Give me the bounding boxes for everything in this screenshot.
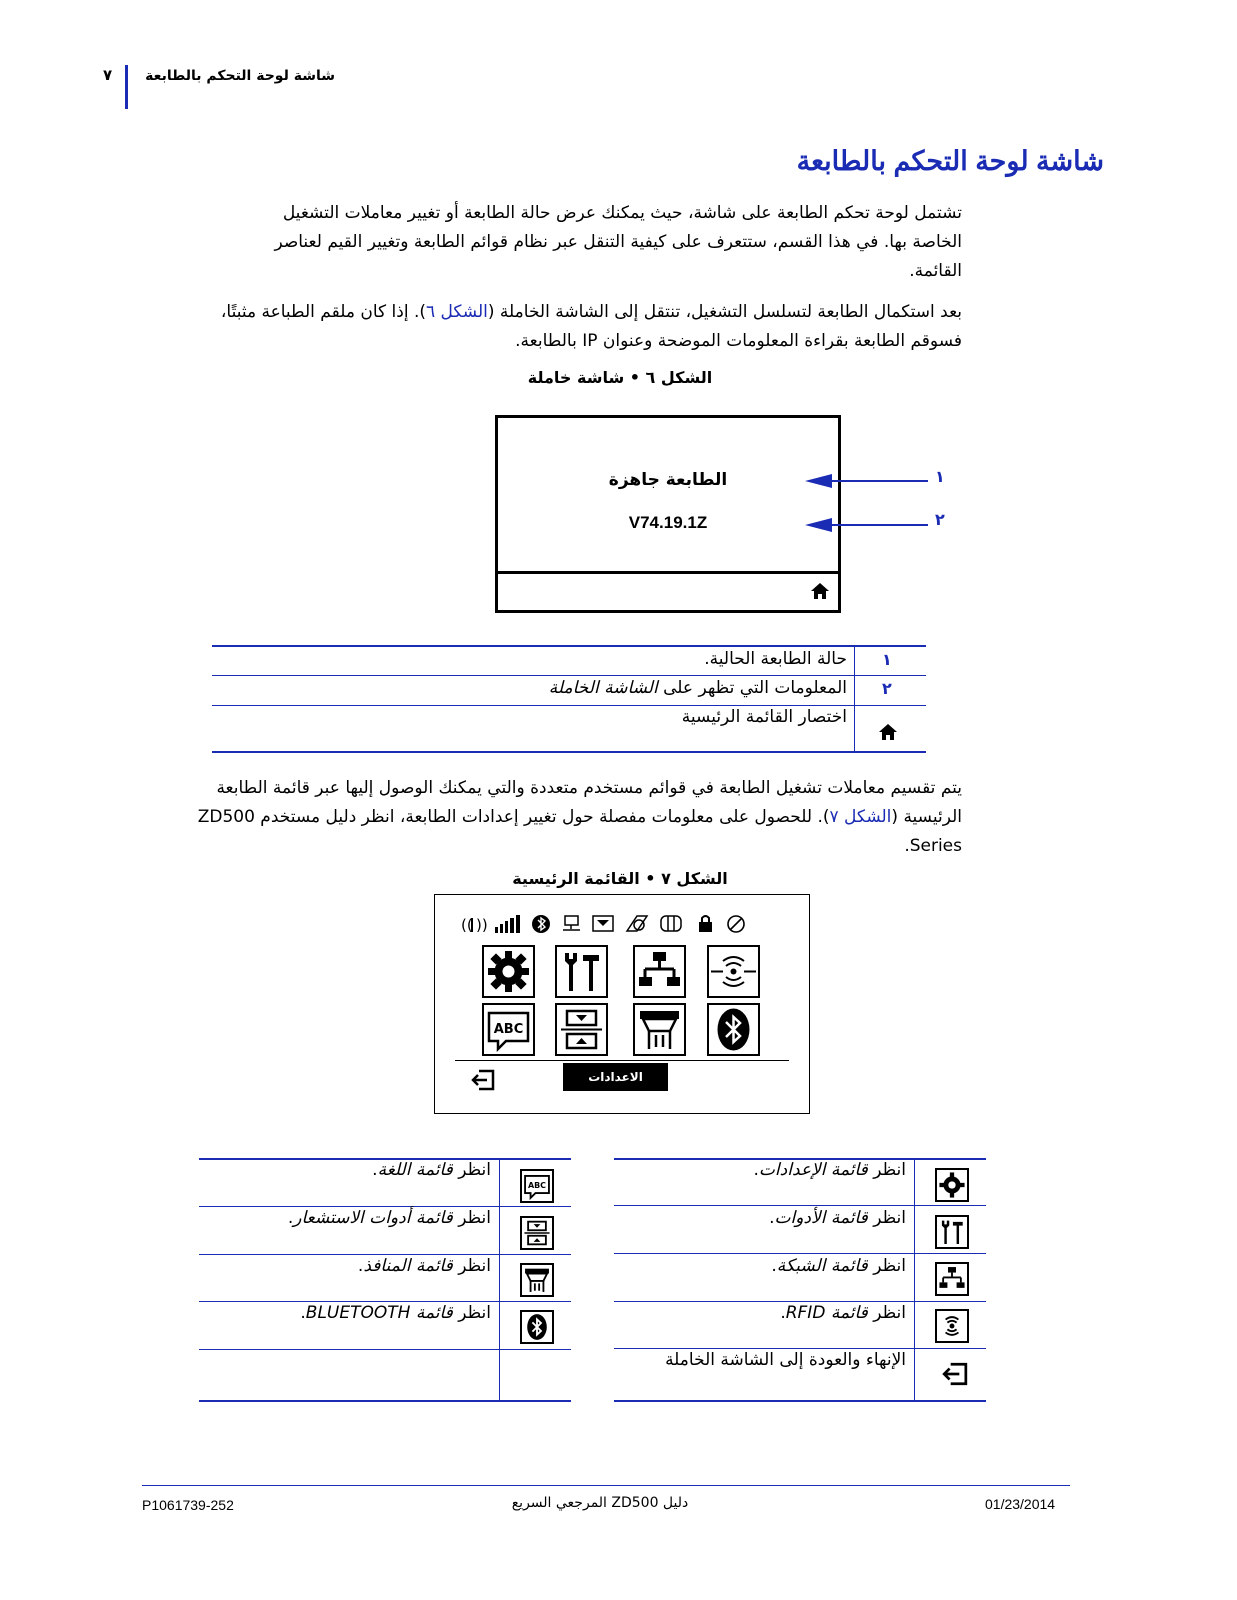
- no-error-icon: [728, 916, 744, 932]
- legend7-rule: [199, 1254, 571, 1255]
- menu-divider: [455, 1060, 789, 1061]
- see-label: انظر: [867, 1208, 906, 1228]
- legend7-text-settings: [614, 1160, 906, 1180]
- legend-text-2-a: المعلومات التي تظهر على: [657, 678, 847, 698]
- legend7-text-sensors: [199, 1208, 491, 1228]
- tools-menu-link: قائمة الأدوات: [774, 1208, 868, 1228]
- legend-text-1: حالة الطابعة الحالية.: [704, 649, 847, 669]
- legend7-column-divider: [499, 1158, 500, 1402]
- figure7-caption: الشكل ٧ • القائمة الرئيسية: [512, 869, 728, 888]
- legend7-rule: [199, 1349, 571, 1350]
- period: .: [769, 1208, 775, 1228]
- ports-menu-link: قائمة المنافذ: [363, 1256, 453, 1276]
- home-icon[interactable]: [810, 582, 830, 600]
- page-number: ٧: [103, 66, 113, 84]
- legend7-text-tools: [614, 1208, 906, 1228]
- legend7-rule: [614, 1205, 986, 1206]
- legend7-sensors-icon: [520, 1216, 554, 1250]
- signal-tower-icon: [461, 916, 488, 934]
- legend7-rule: [199, 1206, 571, 1207]
- figure7-link[interactable]: الشكل ٧: [829, 807, 892, 827]
- head-status-icon: [661, 916, 681, 931]
- callout-arrows: [800, 462, 940, 532]
- legend7-rule: [614, 1253, 986, 1254]
- see-label: انظر: [867, 1160, 906, 1180]
- callout-2: ٢: [935, 510, 945, 529]
- figure6-legend-table: [212, 645, 926, 753]
- svg-text:ABC: ABC: [493, 1022, 524, 1037]
- legend-home-icon: [878, 723, 898, 741]
- page-header: [95, 62, 355, 112]
- legend-text-3: اختصار القائمة الرئيسية: [681, 707, 847, 727]
- svg-text:((: ((: [461, 916, 473, 934]
- legend7-language-icon: [520, 1169, 554, 1203]
- see-label: انظر: [452, 1208, 491, 1228]
- intro-paragraph: تشتمل لوحة تحكم الطابعة على شاشة، حيث يمكنك عرض حالة الطابعة أو تغيير معاملات التشغيل الخاصة بها. في هذا القسم، ستتعرف على كيفية التنقل عبر نظام قوائم الطابعة وتغيير القيم لعناصر القائمة.: [274, 203, 962, 281]
- running-title: شاشة لوحة التحكم بالطابعة: [145, 68, 335, 84]
- footer-doc-id: P1061739-252: [142, 1497, 234, 1513]
- idle-paragraph-text-b: ). إذا كان ملقم الطباعة مثبتًا، فسوقم الطابعة بقراءة المعلومات الموضحة وعنوان IP بالطابعة.: [220, 302, 962, 351]
- see-label: انظر: [452, 1256, 491, 1276]
- network-status-icon: [563, 916, 580, 930]
- legend7-ports-icon: [520, 1263, 554, 1297]
- menu-language-icon[interactable]: [482, 1003, 535, 1056]
- figure6-link[interactable]: الشكل ٦: [425, 302, 488, 322]
- legend7-rfid-icon: [935, 1309, 969, 1343]
- ribbon-status-icon: [627, 916, 647, 931]
- idle-screen-divider: [498, 571, 838, 574]
- settings-menu-link: قائمة الإعدادات: [758, 1160, 868, 1180]
- printer-status: الطابعة جاهزة: [608, 470, 728, 490]
- header-rule: [125, 65, 128, 109]
- signal-bars-icon: [495, 915, 520, 933]
- legend-top-rule: [212, 645, 926, 647]
- period: .: [753, 1160, 759, 1180]
- legend7-text-rfid: [614, 1303, 906, 1323]
- main-menu-screen: [434, 894, 810, 1114]
- legend-text-2-b: الشاشة الخاملة: [548, 678, 658, 698]
- menu-network-icon[interactable]: [633, 945, 686, 998]
- legend-rule: [212, 675, 926, 676]
- figure6-caption: الشكل ٦ • شاشة خاملة: [527, 368, 713, 387]
- callout-1: ١: [935, 467, 945, 486]
- see-label: انظر: [452, 1303, 491, 1323]
- menu-sensors-icon[interactable]: [555, 1003, 608, 1056]
- legend7-bottom-rule: [199, 1400, 571, 1402]
- period: .: [287, 1208, 294, 1228]
- legend7-bluetooth-icon: [520, 1310, 554, 1344]
- legend7-text-bluetooth: [199, 1303, 491, 1323]
- period: .: [372, 1160, 378, 1180]
- see-label: انظر: [452, 1160, 491, 1180]
- section-title: شاشة لوحة التحكم بالطابعة: [796, 146, 1104, 176]
- legend-rule: [212, 705, 926, 706]
- menu-ports-icon[interactable]: [633, 1003, 686, 1056]
- language-menu-link: قائمة اللغة: [377, 1160, 453, 1180]
- figure7-legend-right: [614, 1158, 986, 1402]
- menu-bluetooth-icon[interactable]: [707, 1003, 760, 1056]
- legend7-rule: [199, 1301, 571, 1302]
- bluetooth-status-icon: [532, 915, 550, 933]
- period: .: [771, 1256, 777, 1276]
- period: .: [357, 1256, 364, 1276]
- idle-paragraph: [195, 298, 962, 356]
- legend7-settings-icon: [935, 1168, 969, 1202]
- menu-tools-icon[interactable]: [555, 945, 608, 998]
- lock-status-icon: [699, 916, 712, 932]
- see-label: انظر: [867, 1303, 906, 1323]
- legend-num-2: ٢: [882, 679, 892, 698]
- period: .: [780, 1303, 786, 1323]
- main-menu-paragraph: [185, 774, 962, 861]
- exit-icon[interactable]: [471, 1069, 495, 1091]
- period: .: [300, 1303, 306, 1323]
- figure7-legend-left: [199, 1158, 571, 1402]
- selected-menu-label[interactable]: الاعدادات: [563, 1063, 668, 1091]
- menu-rfid-icon[interactable]: [707, 945, 760, 998]
- legend-num-1: ١: [882, 650, 892, 669]
- legend7-text-ports: [199, 1256, 491, 1276]
- menu-settings-icon[interactable]: [482, 945, 535, 998]
- idle-paragraph-text-a: بعد استكمال الطابعة لتسلسل التشغيل، تنتقل إلى الشاشة الخاملة (: [487, 302, 962, 322]
- legend-text-2: [512, 678, 847, 698]
- bluetooth-menu-link: قائمة BLUETOOTH: [305, 1303, 453, 1323]
- svg-text:ABC: ABC: [527, 1181, 547, 1191]
- footer-center: دليل ZD500 المرجعي السريع: [511, 1495, 689, 1511]
- legend7-rule: [614, 1348, 986, 1349]
- legend7-rule: [614, 1301, 986, 1302]
- legend-bottom-rule: [212, 751, 926, 753]
- idle-screen: [495, 415, 841, 613]
- legend7-network-icon: [935, 1262, 969, 1296]
- legend7-text-exit: الإنهاء والعودة إلى الشاشة الخاملة: [665, 1350, 906, 1370]
- legend7-text-network: [614, 1256, 906, 1276]
- legend7-text-language: [199, 1160, 491, 1180]
- rfid-menu-link: قائمة RFID: [785, 1303, 868, 1323]
- media-status-icon: [593, 916, 613, 931]
- legend7-tools-icon: [935, 1215, 969, 1249]
- sensors-menu-link: قائمة أدوات الاستشعار: [293, 1208, 453, 1228]
- legend7-column-divider: [914, 1158, 915, 1402]
- main-menu-paragraph-a: يتم تقسيم معاملات تشغيل الطابعة في قوائم مستخدم متعددة والتي يمكنك الوصول إليها عبر قائمة الطابعة الرئيسية (: [216, 778, 962, 827]
- firmware-version: V74.19.1Z: [628, 513, 708, 532]
- see-label: انظر: [867, 1256, 906, 1276]
- footer-rule: [142, 1485, 1070, 1486]
- footer-date: 01/23/2014: [985, 1496, 1056, 1512]
- legend7-bottom-rule: [614, 1400, 986, 1402]
- svg-text:)): )): [476, 916, 488, 934]
- network-menu-link: قائمة الشبكة: [776, 1256, 868, 1276]
- legend7-exit-icon: [942, 1362, 968, 1386]
- status-icon-row: [461, 912, 781, 938]
- main-menu-paragraph-b: ). للحصول على معلومات مفصلة حول تغيير إعدادات الطابعة، انظر دليل مستخدم ZD500 Series.: [197, 807, 962, 856]
- legend-column-divider: [854, 645, 855, 753]
